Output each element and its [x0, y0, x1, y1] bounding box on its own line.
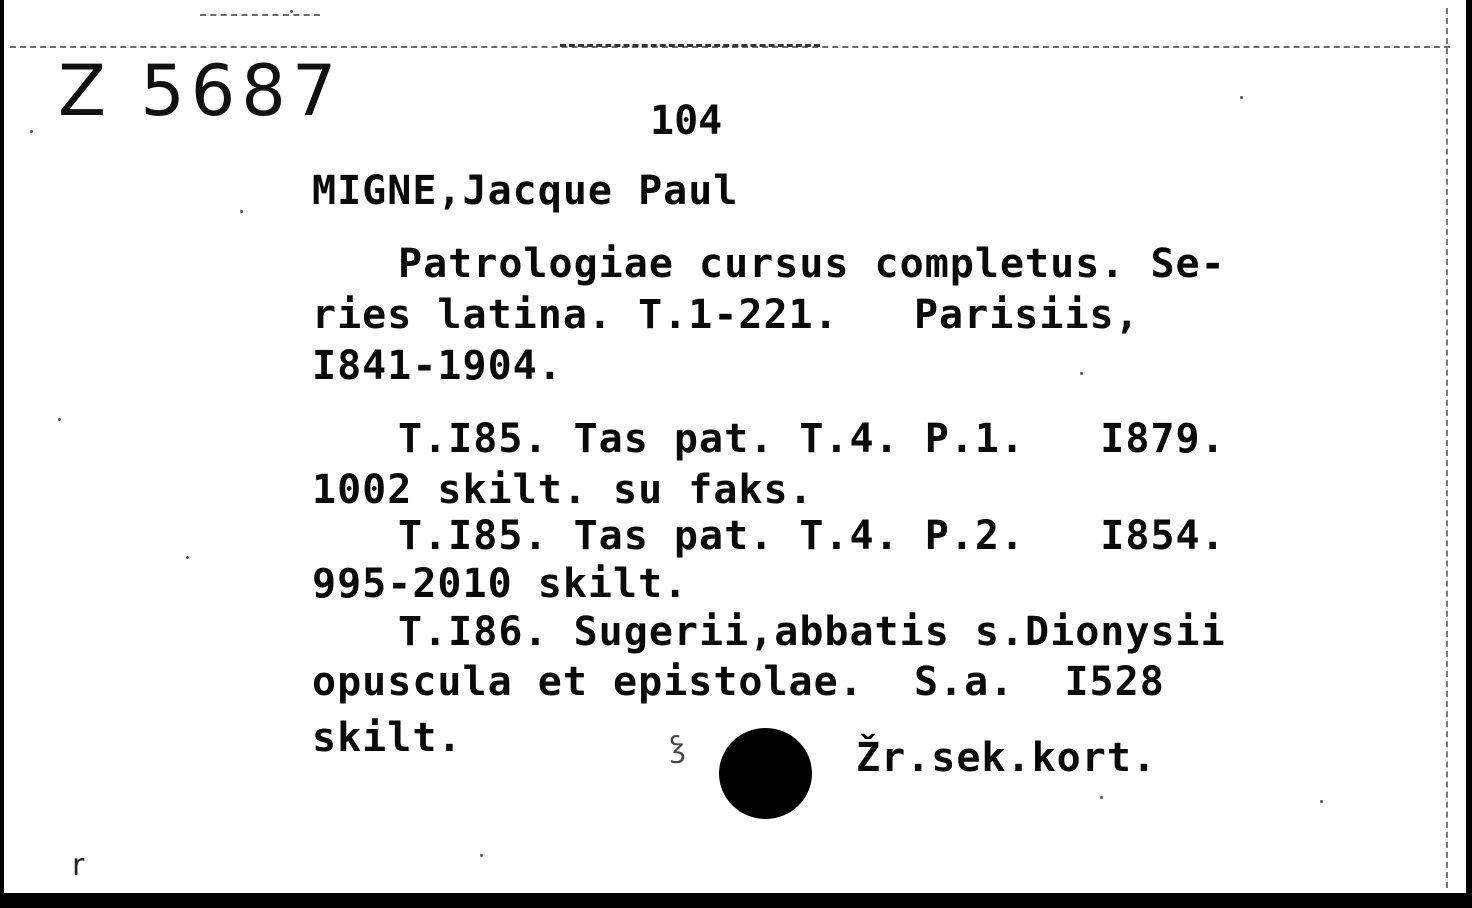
- call-number: Z 5687: [58, 50, 343, 132]
- card-number: 104: [650, 98, 723, 144]
- volume-line: skilt.: [312, 715, 463, 761]
- scan-speck: [1080, 372, 1083, 375]
- scan-speck: [480, 854, 483, 857]
- card-edge-left: [0, 0, 4, 908]
- scan-speck: [240, 210, 243, 213]
- scan-noise-line: [1446, 8, 1448, 888]
- title-line: ries latina. T.1-221. Parisiis,: [312, 292, 1140, 338]
- scan-speck: [30, 130, 33, 133]
- volume-line: opuscula et epistolae. S.a. I528: [312, 659, 1165, 705]
- scan-speck: [186, 556, 189, 559]
- volume-line: 1002 skilt. su faks.: [312, 467, 814, 513]
- volume-line: T.I85. Tas pat. T.4. P.2. I854.: [398, 513, 1226, 559]
- scan-noise-line: [560, 44, 820, 47]
- author-heading: MIGNE,Jacque Paul: [312, 168, 739, 214]
- scan-speck: [58, 418, 61, 421]
- volume-line: T.I86. Sugerii,abbatis s.Dionysii: [398, 609, 1226, 655]
- stamp-mark: ꝣ: [670, 729, 686, 764]
- corner-mark: r: [72, 848, 85, 883]
- scan-noise-line: [200, 14, 320, 16]
- volume-line: 995-2010 skilt.: [312, 561, 689, 607]
- punch-hole: [719, 728, 812, 819]
- title-line: I841-1904.: [312, 343, 563, 389]
- scan-speck: [1240, 96, 1243, 99]
- cross-reference: Žr.sek.kort.: [856, 735, 1157, 781]
- volume-line: T.I85. Tas pat. T.4. P.1. I879.: [398, 416, 1226, 462]
- scan-speck: [1320, 800, 1323, 803]
- scan-speck: [290, 10, 293, 13]
- scan-speck: [1100, 796, 1103, 799]
- title-line: Patrologiae cursus completus. Se-: [398, 241, 1226, 287]
- card-edge-right: [1466, 0, 1472, 908]
- card-edge-bottom: [0, 893, 1472, 908]
